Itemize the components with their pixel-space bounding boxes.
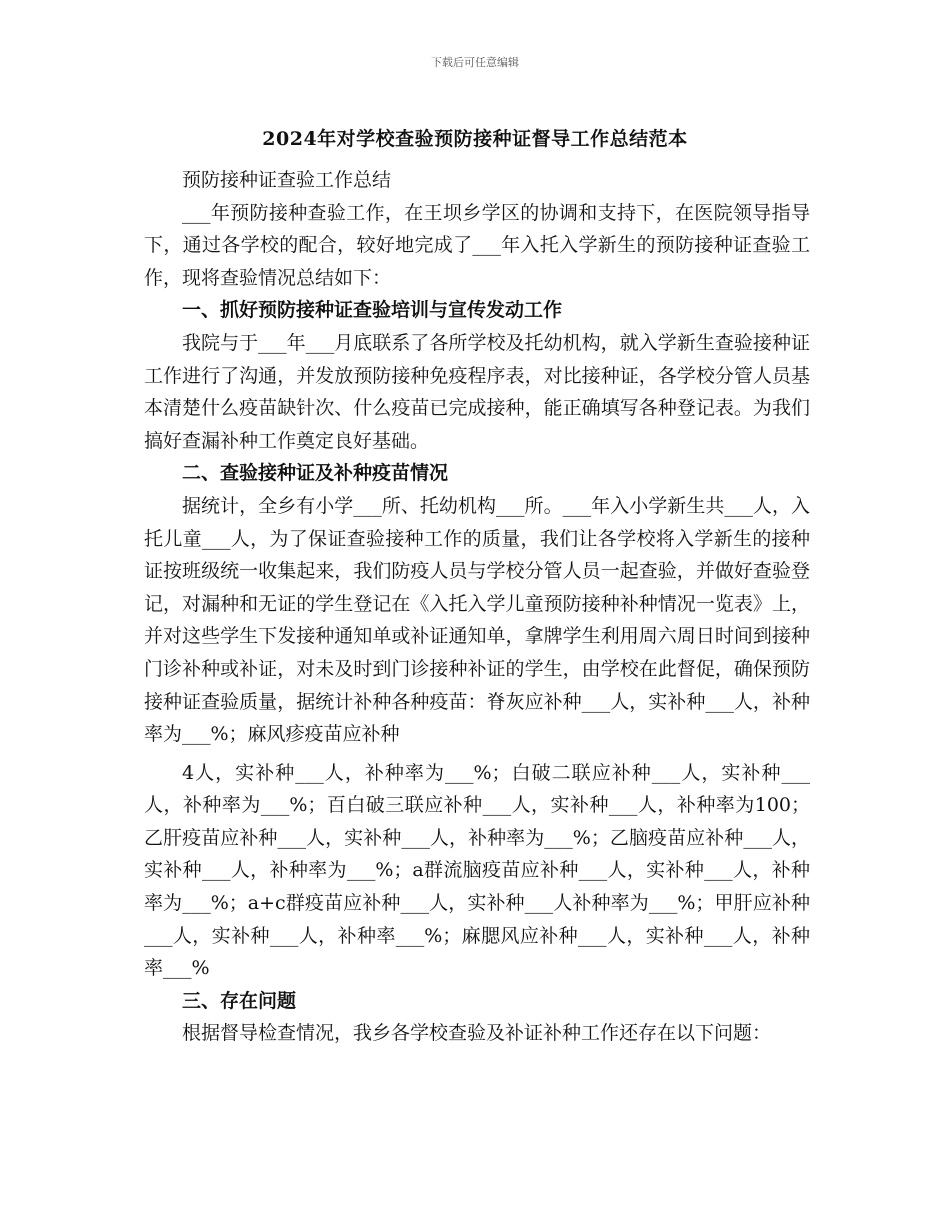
document-title: 2024年对学校查验预防接种证督导工作总结范本 — [262, 128, 688, 150]
section-2-paragraph: 据统计，全乡有小学___所、托幼机构___所。___年入小学新生共___人，入托儿童___人，为了保证查验接种工作的质量，我们让各学校将入学新生的接种证按班级统一收集起来，我们防疫人员与学校分管人员一起查验，并做好查验登记，对漏种和无证的学生登记在《入托入学儿童预防接种补种情况一览表》上，并对这些学生下发接种通知单或补证通知单，拿牌学生利用周六周日时间到接种门诊补种或补证，对未及时到门诊接种补证的学生，由学校在此督促，确保预防接种证查验质量，据统计补种各种疫苗：脊灰应补种___人，实补种___人，补种率为___%；麻风疹疫苗应补种 — [144, 494, 810, 746]
section-1-paragraph: 我院与于___年___月底联系了各所学校及托幼机构，就入学新生查验接种证工作进行了沟通，并发放预防接种免疫程序表，对比接种证，各学校分管人员基本清楚什么疫苗缺针次、什么疫苗已完成接种，能正确填写各种登记表。为我们搞好查漏补种工作奠定良好基础。 — [144, 331, 810, 452]
section-heading-2: 二、查验接种证及补种疫苗情况 — [182, 462, 449, 485]
section-intro-label: 预防接种证查验工作总结 — [182, 169, 392, 191]
section-2-paragraph-continued: 4人，实补种___人，补种率为___%；白破二联应补种___人，实补种___人，补种率为___%；百白破三联应补种___人，实补种___人，补种率为100；乙肝疫苗应补种___人，实补种___人，补种率为___%；乙脑疫苗应补种___人，实补种___人，补种率为___%；a群流脑疫苗应补种___人，实补种___人，补种率为___%；a+c群疫苗应补种___人，实补种___人补种率为___%；甲肝应补种___人，实补种___人，补种率___%；麻腮风应补种___人，实补种___人，补种率___% — [144, 761, 810, 980]
page-header-note: 下载后可任意编辑 — [431, 56, 519, 69]
intro-paragraph: ___年预防接种查验工作，在王坝乡学区的协调和支持下，在医院领导指导下，通过各学校的配合，较好地完成了___年入托入学新生的预防接种证查验工作，现将查验情况总结如下： — [144, 201, 810, 289]
document-body — [144, 164, 810, 1050]
section-heading-1: 一、抓好预防接种证查验培训与宣传发动工作 — [182, 299, 563, 322]
section-heading-3: 三、存在问题 — [182, 989, 297, 1012]
section-3-paragraph: 根据督导检查情况，我乡各学校查验及补证补种工作还存在以下问题： — [182, 1022, 772, 1045]
